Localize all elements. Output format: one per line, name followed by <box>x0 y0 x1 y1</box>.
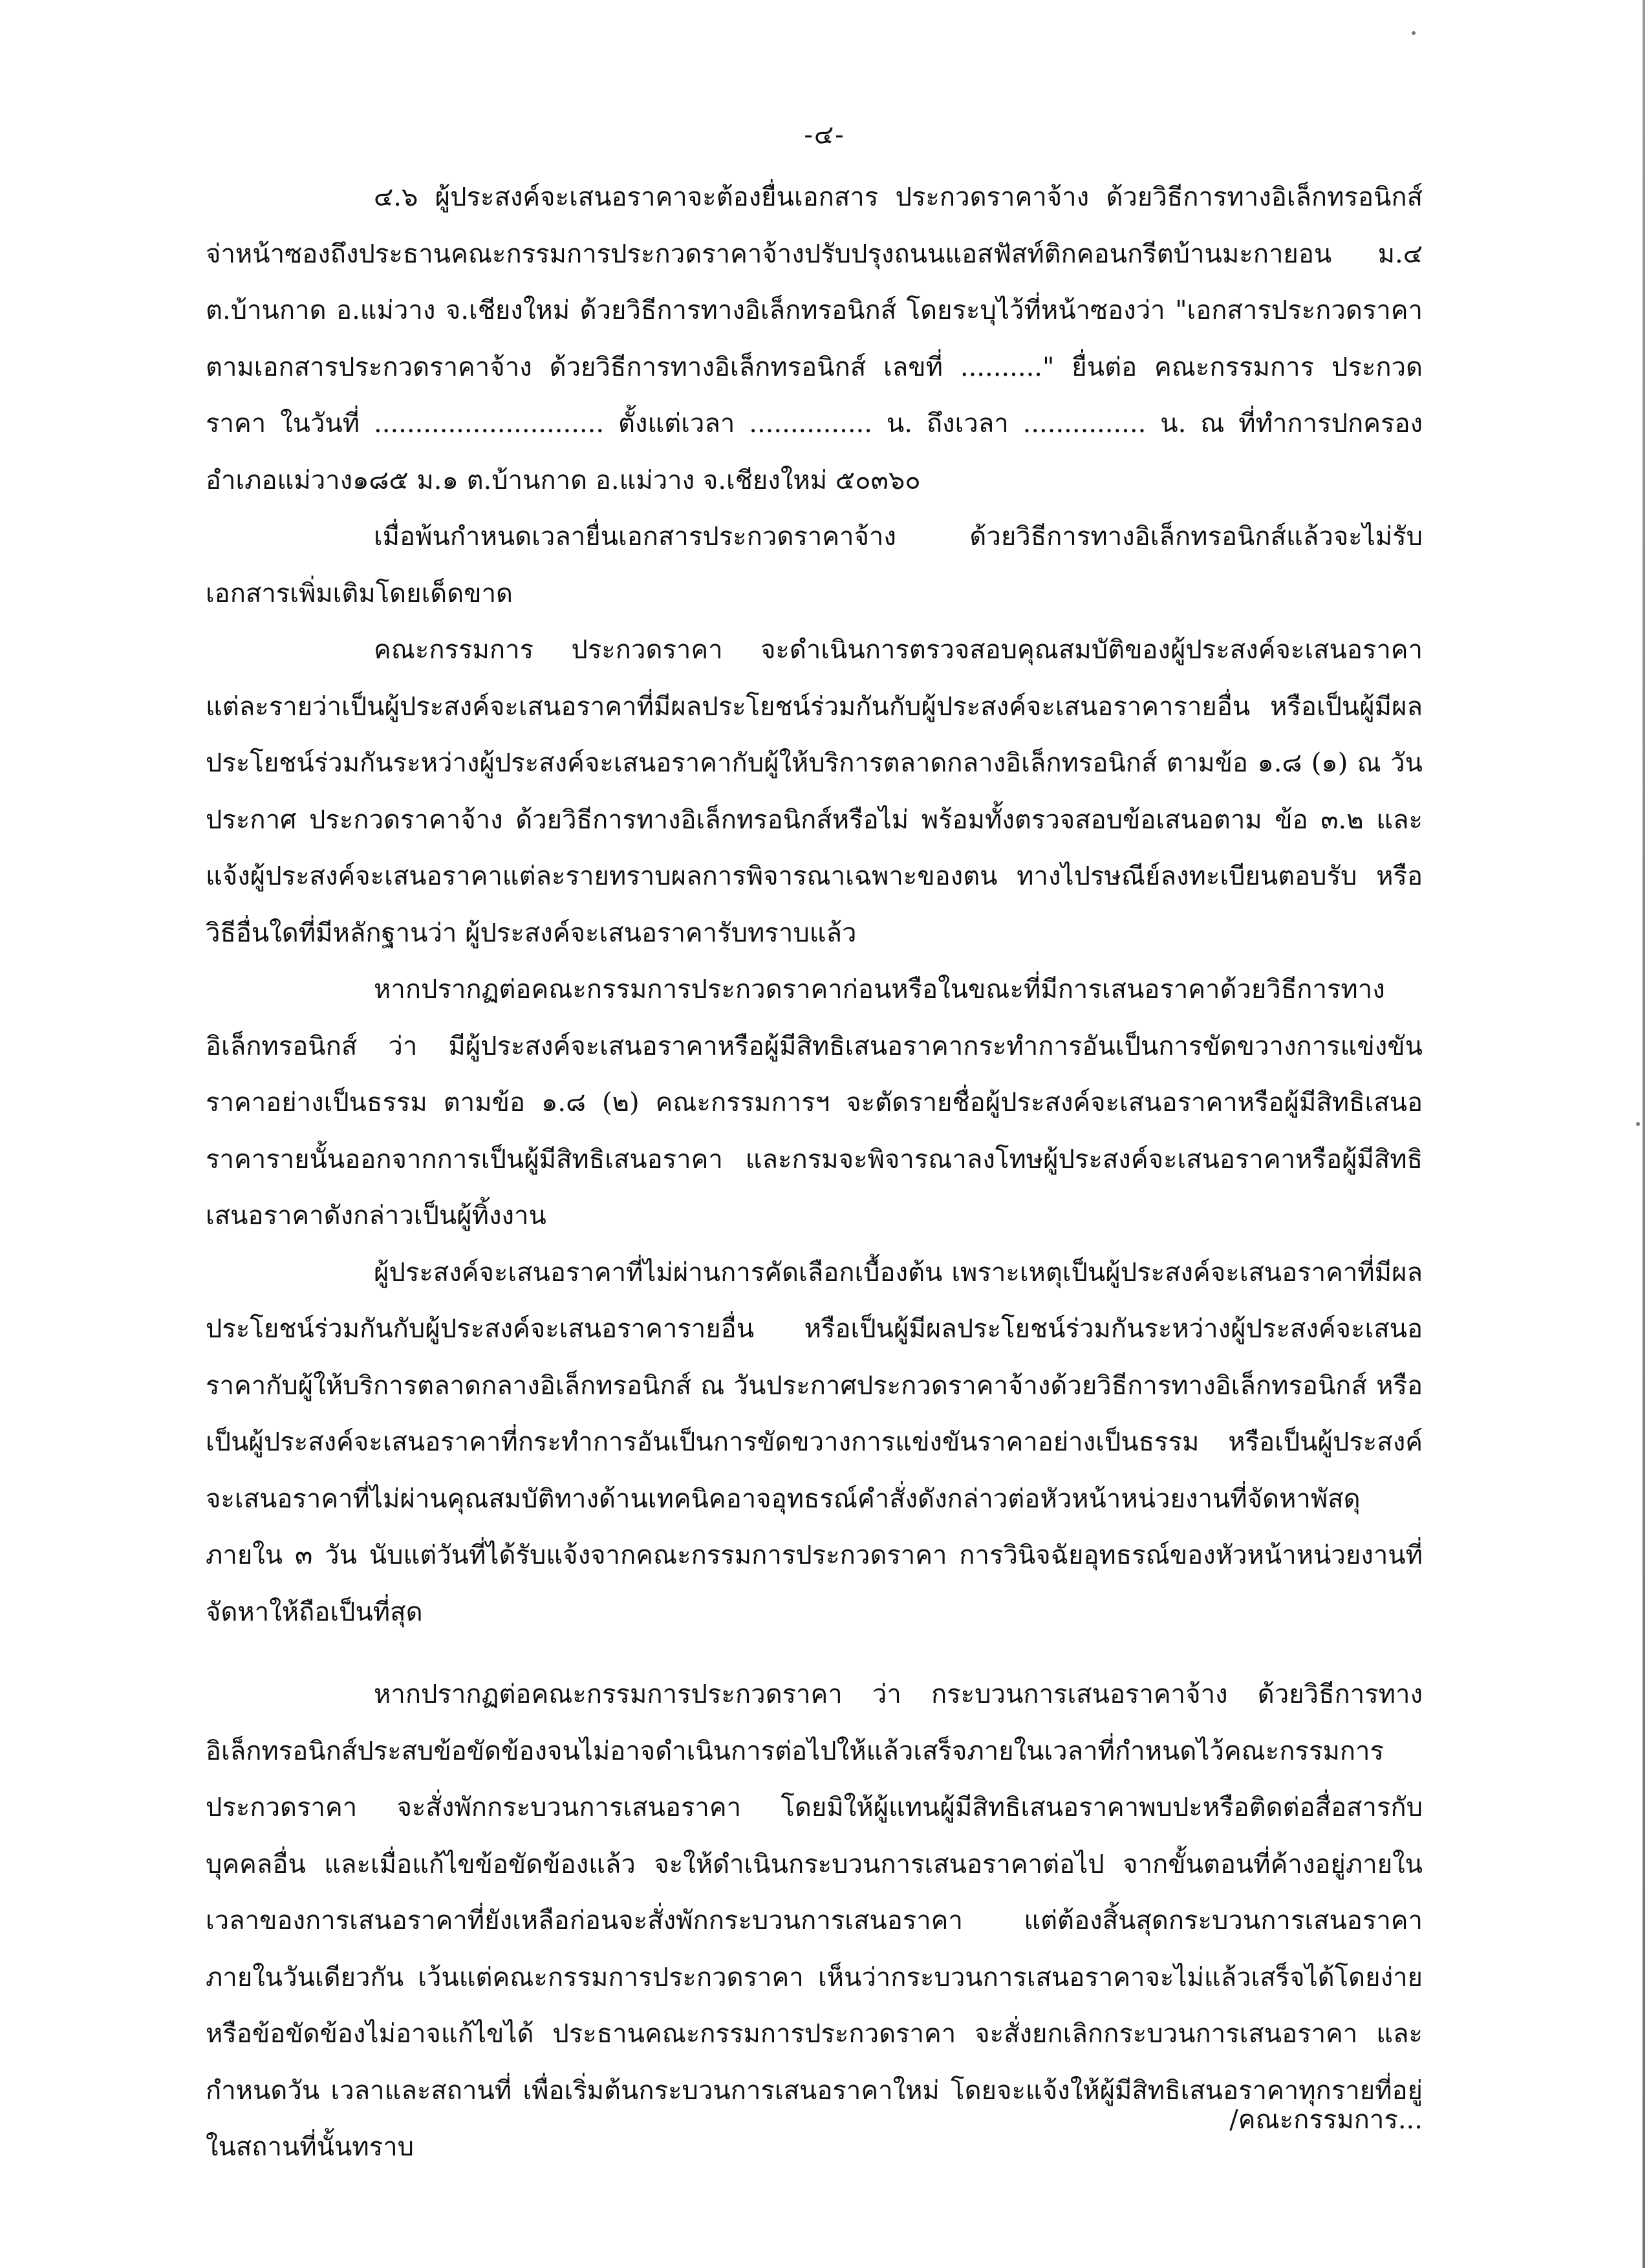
scan-speck <box>1412 31 1416 35</box>
scan-edge-shadow <box>1643 0 1645 2268</box>
paragraph-obstruction: หากปรากฏต่อคณะกรรมการประกวดราคาก่อนหรือในขณะที่มีการเสนอราคาด้วยวิธีการทางอิเล็กทรอนิกส์ ว่า มีผู้ประสงค์จะเสนอราคาหรือผู้มีสิทธิเสนอราคากระทำการอันเป็นการขัดขวางการแข่งขันราคาอย่างเป็นธรรม ตามข้อ ๑.๘ (๒) คณะกรรมการฯ จะตัดรายชื่อผู้ประสงค์จะเสนอราคาหรือผู้มีสิทธิเสนอราคารายนั้นออกจากการเป็นผู้มีสิทธิเสนอราคา และกรมจะพิจารณาลงโทษผู้ประสงค์จะเสนอราคาหรือผู้มีสิทธิเสนอราคาดังกล่าวเป็นผู้ทิ้งงาน <box>206 975 1423 1231</box>
paragraph-process-suspension: หากปรากฏต่อคณะกรรมการประกวดราคา ว่า กระบวนการเสนอราคาจ้าง ด้วยวิธีการทางอิเล็กทรอนิกส์ประสบข้อขัดข้องจนไม่อาจดำเนินการต่อไปให้แล้วเสร็จภายในเวลาที่กำหนดไว้คณะกรรมการประกวดราคา จะสั่งพักกระบวนการเสนอราคา โดยมิให้ผู้แทนผู้มีสิทธิเสนอราคาพบปะหรือติดต่อสื่อสารกับบุคคลอื่น และเมื่อแก้ไขข้อขัดข้องแล้ว จะให้ดำเนินกระบวนการเสนอราคาต่อไป จากขั้นตอนที่ค้างอยู่ภายในเวลาของการเสนอราคาที่ยังเหลือก่อนจะสั่งพักกระบวนการเสนอราคา แต่ต้องสิ้นสุดกระบวนการเสนอราคาภายในวันเดียวกัน เว้นแต่คณะกรรมการประกวดราคา เห็นว่ากระบวนการเสนอราคาจะไม่แล้วเสร็จได้โดยง่าย หรือข้อขัดข้องไม่อาจแก้ไขได้ ประธานคณะกรรมการประกวดราคา จะสั่งยกเลิกกระบวนการเสนอราคา และกำหนดวัน เวลาและสถานที่ เพื่อเริ่มต้นกระบวนการเสนอราคาใหม่ โดยจะแจ้งให้ผู้มีสิทธิเสนอราคาทุกรายที่อยู่ในสถานที่นั้นทราบ <box>206 1679 1423 2162</box>
page-number: -๔- <box>804 120 845 150</box>
paragraph-qualification-check: คณะกรรมการ ประกวดราคา จะดำเนินการตรวจสอบคุณสมบัติของผู้ประสงค์จะเสนอราคาแต่ละรายว่าเป็นผู้ประสงค์จะเสนอราคาที่มีผลประโยชน์ร่วมกันกับผู้ประสงค์จะเสนอราคารายอื่น หรือเป็นผู้มีผลประโยชน์ร่วมกันระหว่างผู้ประสงค์จะเสนอราคากับผู้ให้บริการตลาดกลางอิเล็กทรอนิกส์ ตามข้อ ๑.๘ (๑) ณ วันประกาศ ประกวดราคาจ้าง ด้วยวิธีการทางอิเล็กทรอนิกส์หรือไม่ พร้อมทั้งตรวจสอบข้อเสนอตาม ข้อ ๓.๒ และแจ้งผู้ประสงค์จะเสนอราคาแต่ละรายทราบผลการพิจารณาเฉพาะของตน ทางไปรษณีย์ลงทะเบียนตอบรับ หรือวิธีอื่นใดที่มีหลักฐานว่า ผู้ประสงค์จะเสนอราคารับทราบแล้ว <box>206 635 1423 948</box>
paragraph-deadline: เมื่อพ้นกำหนดเวลายื่นเอกสารประกวดราคาจ้าง ด้วยวิธีการทางอิเล็กทรอนิกส์แล้วจะไม่รับเอกสารเพิ่มเติมโดยเด็ดขาด <box>206 522 1423 609</box>
scan-speck <box>1636 1122 1640 1126</box>
continuation-marker: /คณะกรรมการ... <box>1229 2105 1423 2135</box>
document-body <box>206 169 1423 2176</box>
paragraph-appeal: ผู้ประสงค์จะเสนอราคาที่ไม่ผ่านการคัดเลือกเบื้องต้น เพราะเหตุเป็นผู้ประสงค์จะเสนอราคาที่มีผลประโยชน์ร่วมกันกับผู้ประสงค์จะเสนอราคารายอื่น หรือเป็นผู้มีผลประโยชน์ร่วมกันระหว่างผู้ประสงค์จะเสนอราคากับผู้ให้บริการตลาดกลางอิเล็กทรอนิกส์ ณ วันประกาศประกวดราคาจ้างด้วยวิธีการทางอิเล็กทรอนิกส์ หรือเป็นผู้ประสงค์จะเสนอราคาที่กระทำการอันเป็นการขัดขวางการแข่งขันราคาอย่างเป็นธรรม หรือเป็นผู้ประสงค์จะเสนอราคาที่ไม่ผ่านคุณสมบัติทางด้านเทคนิคอาจอุทธรณ์คำสั่งดังกล่าวต่อหัวหน้าหน่วยงานที่จัดหาพัสดุภายใน ๓ วัน นับแต่วันที่ได้รับแจ้งจากคณะกรรมการประกวดราคา การวินิจฉัยอุทธรณ์ของหัวหน้าหน่วยงานที่จัดหาให้ถือเป็นที่สุด <box>206 1257 1423 1627</box>
paragraph-submission: ๔.๖ ผู้ประสงค์จะเสนอราคาจะต้องยื่นเอกสาร ประกวดราคาจ้าง ด้วยวิธีการทางอิเล็กทรอนิกส์ จ่าหน้าซองถึงประธานคณะกรรมการประกวดราคาจ้างปรับปรุงถนนแอสฟัสท์ติกคอนกรีตบ้านมะกายอน ม.๔ ต.บ้านกาด อ.แม่วาง จ.เชียงใหม่ ด้วยวิธีการทางอิเล็กทรอนิกส์ โดยระบุไว้ที่หน้าซองว่า "เอกสารประกวดราคา ตามเอกสารประกวดราคาจ้าง ด้วยวิธีการทางอิเล็กทรอนิกส์ เลขที่ .........." ยื่นต่อ คณะกรรมการ ประกวดราคา ในวันที่ ............................ ตั้งแต่เวลา ............... น. ถึงเวลา ............... น. ณ ที่ทำการปกครองอำเภอแม่วาง๑๘๕ ม.๑ ต.บ้านกาด อ.แม่วาง จ.เชียงใหม่ ๕๐๓๖๐ <box>206 182 1423 495</box>
